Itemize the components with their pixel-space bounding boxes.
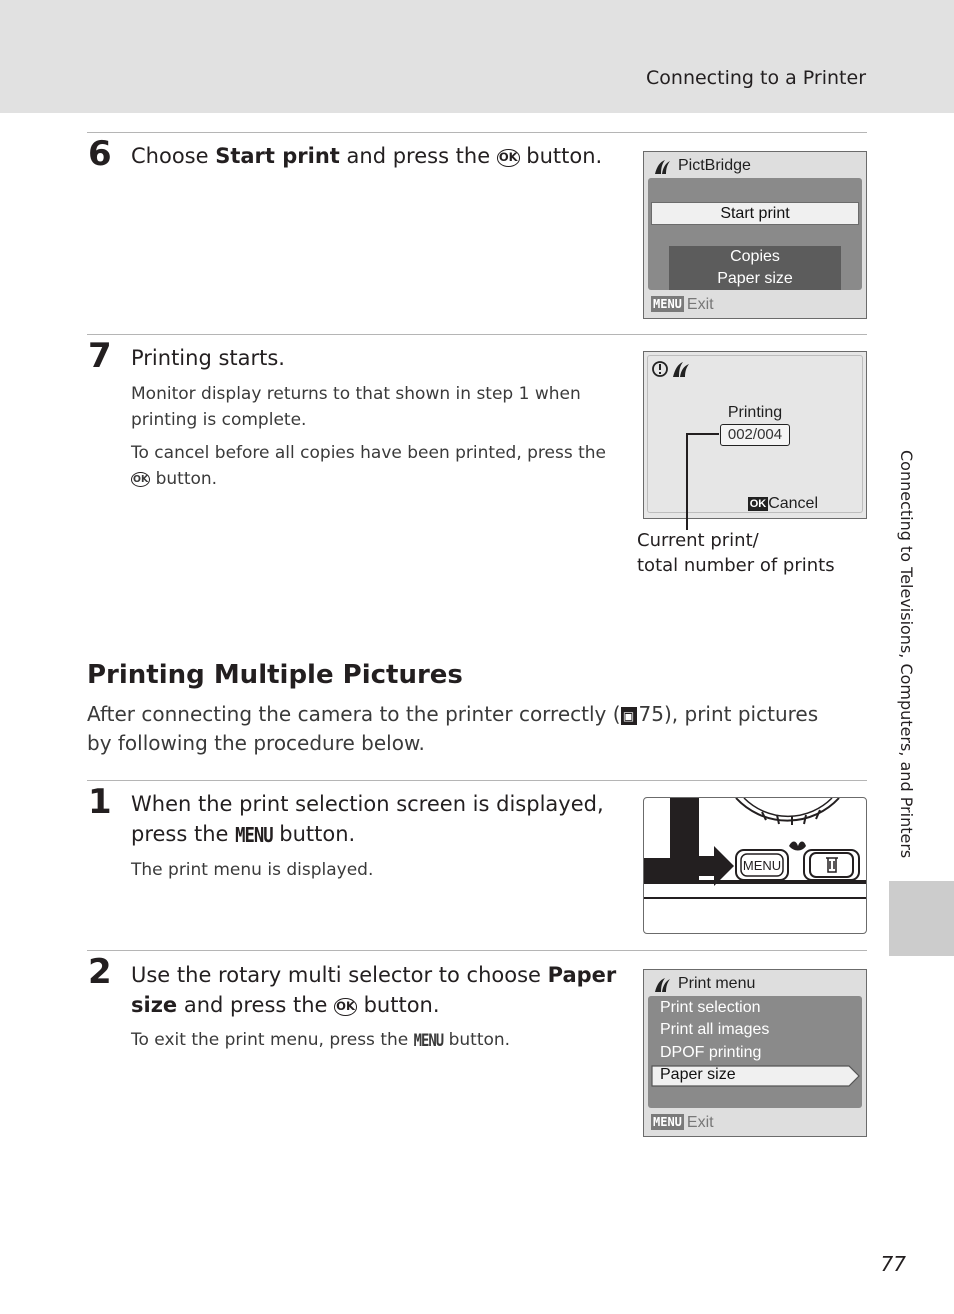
menu-subpanel: [669, 246, 841, 290]
menu-item-paper-size[interactable]: Paper size: [660, 1066, 736, 1083]
step-number: 6: [88, 134, 112, 174]
screen-title: PictBridge: [678, 157, 751, 174]
print-menu-screen: [643, 969, 867, 1137]
step-body-text: To exit the print menu, press the MENU button.: [131, 1027, 611, 1054]
pictbridge-icon: [652, 158, 672, 176]
menu-item-print-all-images[interactable]: Print all images: [660, 1021, 770, 1038]
exit-hint: MENU Exit: [653, 1114, 714, 1131]
step-body-text: Monitor display returns to that shown in step 1 when printing is complete.: [131, 384, 581, 430]
pictbridge-screen: [643, 151, 867, 319]
menu-item-copies[interactable]: Copies: [730, 248, 780, 265]
menu-key-icon: MENU: [653, 297, 682, 311]
step-heading: Choose Start print and press the OK button.: [131, 144, 603, 168]
section-intro: After connecting the camera to the printer correctly ( ▣ 75), print pictures by following the procedure below.: [87, 702, 819, 755]
cancel-hint[interactable]: OK Cancel: [749, 495, 818, 512]
step-body-text: The print menu is displayed.: [131, 860, 374, 880]
pictbridge-icon: [652, 976, 672, 994]
printing-screen: [643, 351, 867, 519]
menu-item-paper-size[interactable]: Paper size: [717, 270, 793, 287]
camera-back-illustration: [643, 797, 867, 934]
screen-title: Print menu: [678, 975, 756, 992]
step-divider: [87, 334, 867, 335]
step-heading: Use the rotary multi selector to choose Paper size and press the OK button.: [131, 963, 617, 1017]
step-divider: [87, 780, 867, 781]
step-heading: Printing starts.: [131, 346, 285, 370]
printing-status: Printing: [727, 404, 783, 421]
side-chapter-tab: [889, 881, 954, 956]
menu-button-icon: MENU: [235, 824, 273, 848]
ok-button-icon: OK: [497, 149, 520, 167]
exit-hint: MENU Exit: [653, 296, 714, 313]
warning-pictbridge-icons: [652, 359, 692, 379]
counter-callout: Current print/ total number of prints: [637, 530, 835, 576]
step-body-text: To cancel before all copies have been printed, press the OK button.: [131, 443, 607, 489]
menu-item-dpof-printing[interactable]: DPOF printing: [660, 1044, 762, 1061]
step-heading: When the print selection screen is displayed, press the MENU button.: [131, 789, 611, 851]
header-band: [0, 0, 954, 113]
running-header: Connecting to a Printer: [646, 67, 866, 89]
menu-key-icon: MENU: [653, 1115, 682, 1129]
menu-button-icon: MENU: [413, 1031, 444, 1051]
page-reference-icon: ▣: [621, 707, 637, 725]
side-chapter-label: Connecting to Televisions, Computers, and Printers: [897, 450, 916, 859]
step-divider: [87, 950, 867, 951]
menu-item-start-print[interactable]: Start print: [651, 202, 859, 225]
step-number: 2: [88, 952, 112, 992]
step-divider: [87, 132, 867, 133]
ok-button-icon: OK: [131, 472, 150, 487]
step-number: 7: [88, 336, 112, 376]
print-counter: 002/004: [720, 424, 790, 446]
menu-item-print-selection[interactable]: Print selection: [660, 999, 761, 1016]
ok-button-icon: OK: [334, 998, 357, 1016]
menu-button[interactable]: MENU: [742, 858, 782, 873]
step-number: 1: [88, 782, 112, 822]
section-title: Printing Multiple Pictures: [87, 660, 463, 690]
ok-key-icon: OK: [749, 498, 767, 510]
delete-button-icon[interactable]: [826, 856, 846, 878]
page-number: 77: [880, 1252, 906, 1276]
